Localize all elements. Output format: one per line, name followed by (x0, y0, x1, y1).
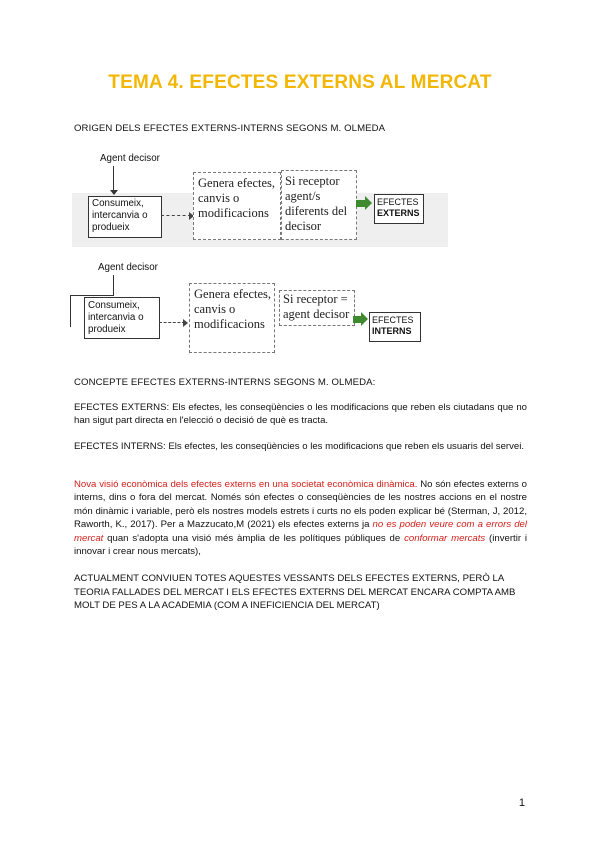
condition-text: Si receptor = agent decisor (283, 292, 350, 321)
result-line1: EFECTES (377, 197, 419, 207)
result-line1: EFECTES (372, 315, 414, 325)
elbow-line (70, 295, 114, 296)
section-heading-concepte: CONCEPTE EFECTES EXTERNS-INTERNS SEGONS M. OLMEDA: (74, 377, 376, 388)
nova-visio-text2: quan s'adopta una visió més àmplia de les polítiques públiques de (103, 532, 405, 544)
paragraph-nova-visio (74, 478, 527, 558)
paragraph-efectes-externs: EFECTES EXTERNS: Els efectes, les conseqüències o les modificacions que reben els ciutadans que no han sigut part directa en l'elecció o decisió de què es tracta. (74, 402, 527, 427)
paragraph-efectes-interns: EFECTES INTERNS: Els efectes, les conseqüències o les modificacions que reben els usuaris del servei. (74, 441, 525, 452)
arrowhead-icon (183, 319, 188, 327)
nova-visio-text3: (invertir i innovar i crear nous mercats), (74, 532, 528, 558)
down-line (113, 275, 114, 295)
result-line2: INTERNS (372, 326, 412, 336)
action-text: Consumeix, intercanvia o produeix (88, 300, 144, 335)
green-arrowhead-icon (365, 196, 372, 210)
section-heading-origen: ORIGEN DELS EFECTES EXTERNS-INTERNS SEGONS M. OLMEDA (74, 123, 386, 134)
condition-text: Si receptor agent/s diferents del decisor (285, 174, 348, 233)
elbow-line-down (70, 295, 71, 327)
arrowhead-icon (110, 190, 118, 195)
page-number: 1 (518, 797, 525, 809)
nova-visio-text1: No són efectes externs o interns, dins o fora del mercat. Només són efectes o conseqüències de les nostres accions en el nostre món dinàmic i variable, però els nostres models estrets i curts no els poden explicar bé (Sterman, J, 2012, Raworth, K., 2017). Per a Mazzucato,M (2021) els efectes externs ja (74, 479, 528, 531)
dashed-arrow (159, 322, 185, 323)
effects-text: Genera efectes, canvis o modificacions (194, 287, 272, 331)
nova-visio-emphasis1: no es poden veure com a errors del mercat (74, 519, 528, 544)
green-arrowhead-icon (361, 312, 368, 326)
dashed-arrow (161, 215, 191, 216)
action-text: Consumeix, intercanvia o produeix (92, 198, 148, 233)
result-line2: EXTERNS (377, 208, 420, 218)
effects-text: Genera efectes, canvis o modificacions (198, 176, 276, 220)
page-title: TEMA 4. EFECTES EXTERNS AL MERCAT (108, 72, 492, 93)
agent-label: Agent decisor (98, 262, 158, 273)
agent-label: Agent decisor (100, 153, 160, 164)
paragraph-actualment: ACTUALMENT CONVIUEN TOTES AQUESTES VESSANTS DELS EFECTES EXTERNS, PERÒ LA TEORIA FALLADES DEL MERCAT I ELS EFECTES EXTERNS DEL MERCAT ENCARA COMPTA AMB MOLT DE PES A LA ACADEMIA (COM A INEFICIENCIA DEL MERCAT) (74, 573, 516, 612)
nova-visio-emphasis2: conformar mercats (404, 532, 486, 544)
nova-visio-lead: Nova visió econòmica dels efectes externs en una societat econòmica dinàmica. (74, 479, 418, 490)
